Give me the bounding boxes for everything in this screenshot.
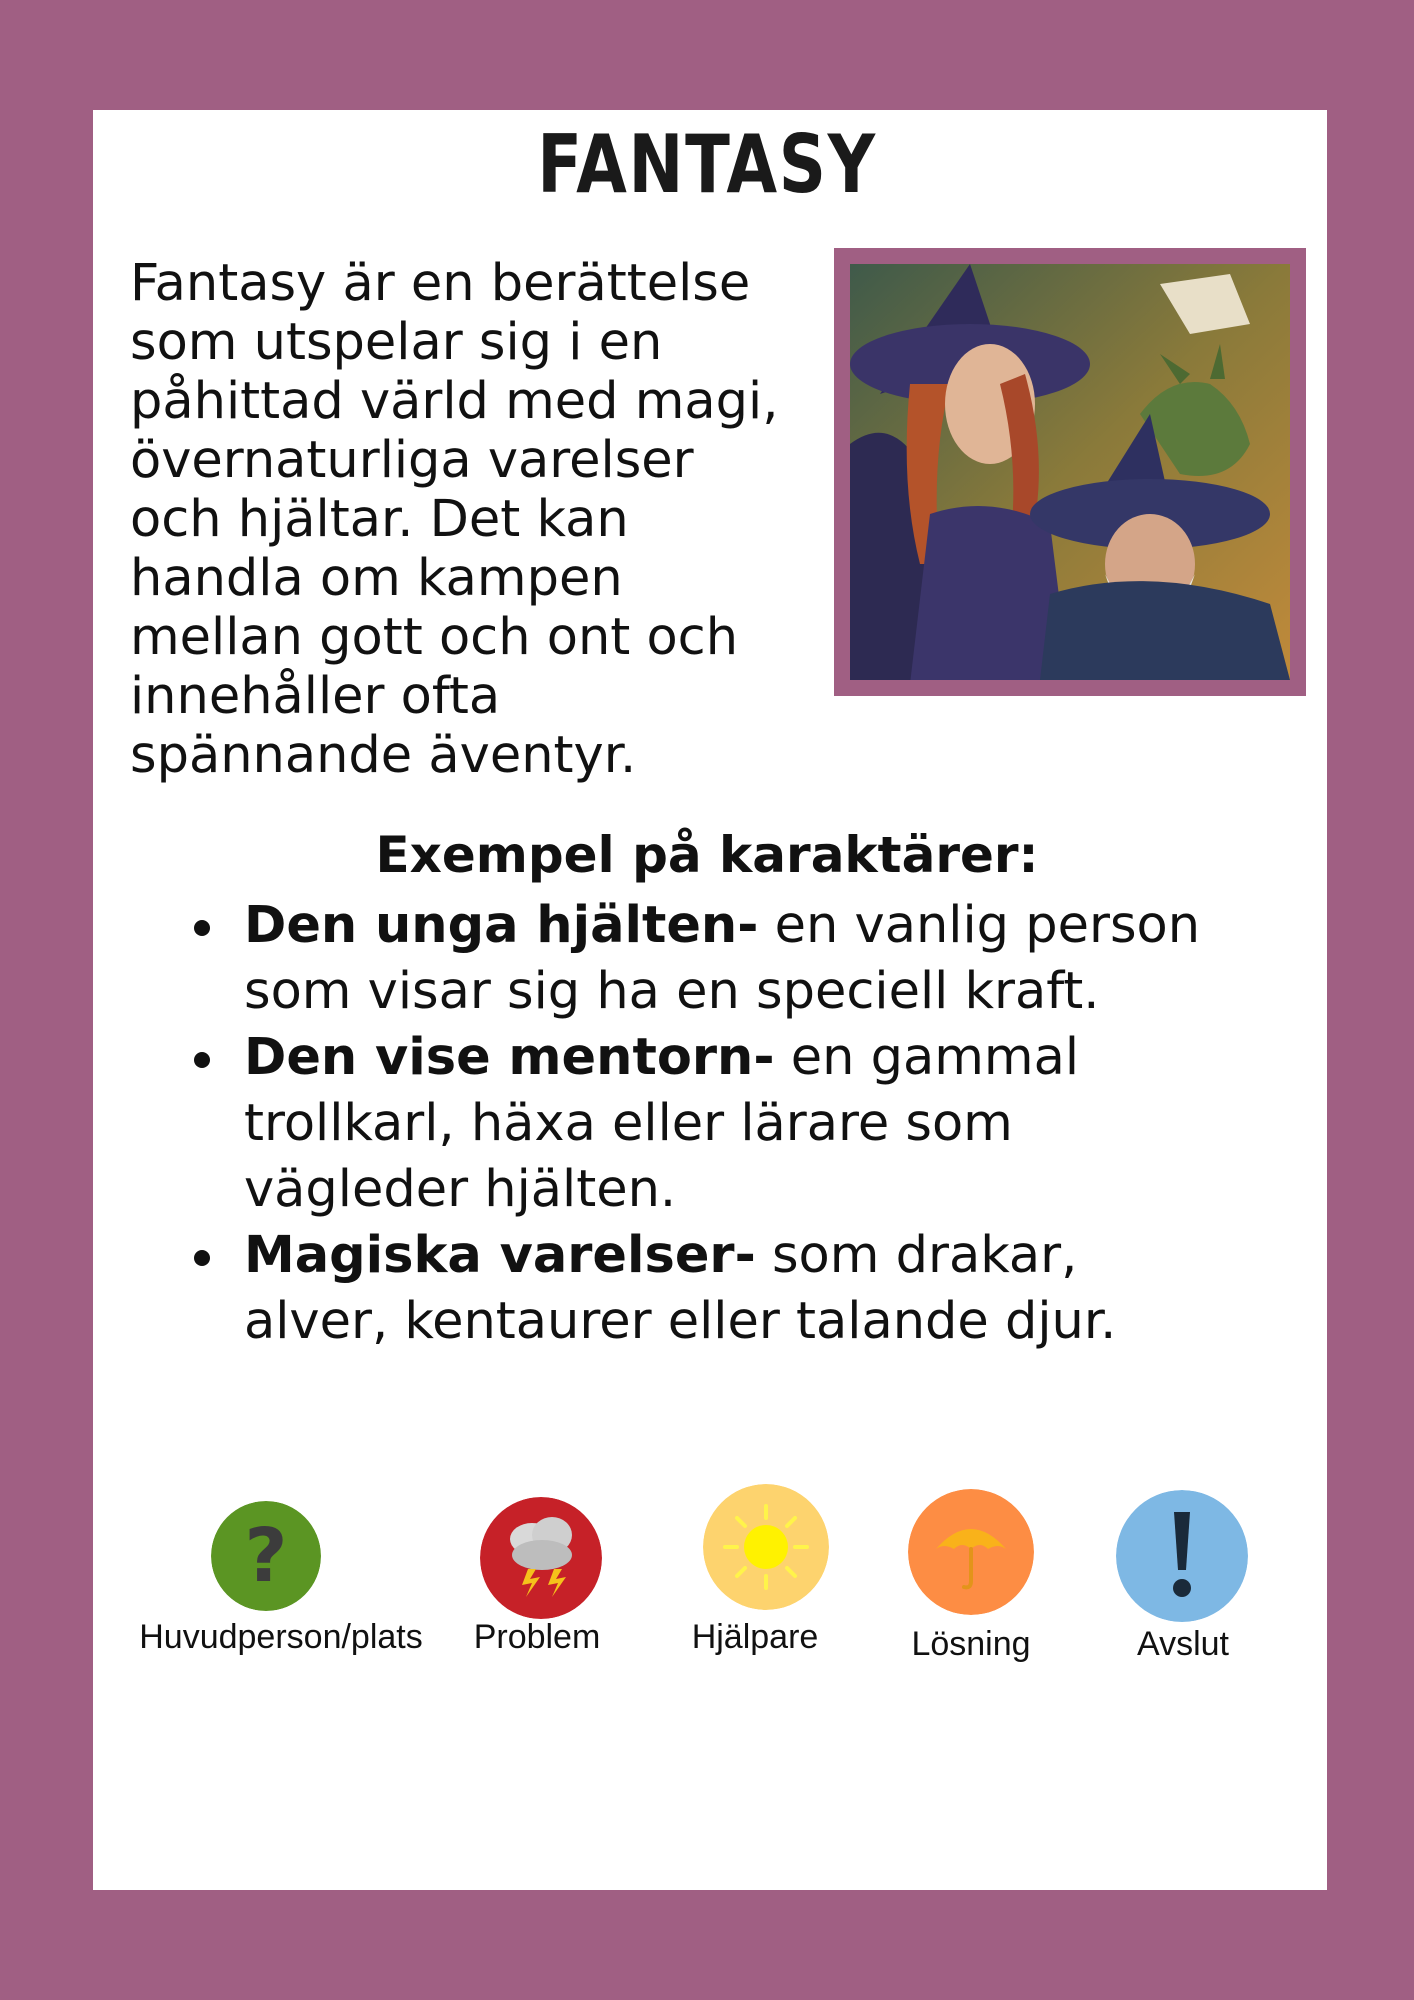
- intro-line: mellan gott och ont och: [130, 608, 739, 667]
- intro-line: som utspelar sig i en: [130, 313, 663, 372]
- story-part-label: Problem: [473, 1618, 601, 1656]
- character-text: en vanlig person: [758, 896, 1201, 955]
- intro-line: och hjältar. Det kan: [130, 490, 629, 549]
- sun-icon: [703, 1484, 829, 1610]
- svg-text:?: ?: [244, 1513, 288, 1599]
- character-text: trollkarl, häxa eller lärare som: [244, 1094, 1013, 1153]
- story-part-label: Lösning: [911, 1625, 1031, 1663]
- list-item: [180, 1223, 1280, 1355]
- character-text: som drakar,: [755, 1226, 1078, 1285]
- story-part-label: Avslut: [1137, 1625, 1229, 1663]
- storm-cloud-icon: [480, 1497, 602, 1619]
- story-part-label: Huvudperson/plats: [139, 1618, 423, 1656]
- list-item: [180, 1025, 1280, 1223]
- examples-heading: Exempel på karaktärer:: [375, 826, 1039, 884]
- intro-line: påhittad värld med magi,: [130, 372, 779, 431]
- intro-line: innehåller ofta: [130, 667, 501, 726]
- character-text: som visar sig ha en speciell kraft.: [244, 962, 1100, 1021]
- character-name: Den unga hjälten-: [244, 896, 759, 955]
- character-text: vägleder hjälten.: [244, 1160, 677, 1219]
- exclamation-icon: [1116, 1490, 1248, 1622]
- list-item: [180, 893, 1280, 1025]
- character-text: alver, kentaurer eller talande djur.: [244, 1292, 1117, 1351]
- intro-line: handla om kampen: [130, 549, 623, 608]
- character-name: Magiska varelser-: [244, 1226, 756, 1285]
- umbrella-icon: [908, 1489, 1034, 1615]
- question-mark-icon: [211, 1501, 321, 1611]
- story-part-label: Hjälpare: [691, 1618, 819, 1656]
- witch-wizard-illustration: [850, 264, 1290, 680]
- page-title: FANTASY: [537, 118, 877, 211]
- character-text: en gammal: [774, 1028, 1080, 1087]
- intro-line: Fantasy är en berättelse: [130, 254, 751, 313]
- intro-line: spännande äventyr.: [130, 726, 637, 785]
- characters-list: [180, 893, 1280, 1355]
- intro-line: övernaturliga varelser: [130, 431, 694, 490]
- intro-text: [130, 254, 850, 785]
- character-name: Den vise mentorn-: [244, 1028, 775, 1087]
- illustration-frame: [834, 248, 1306, 696]
